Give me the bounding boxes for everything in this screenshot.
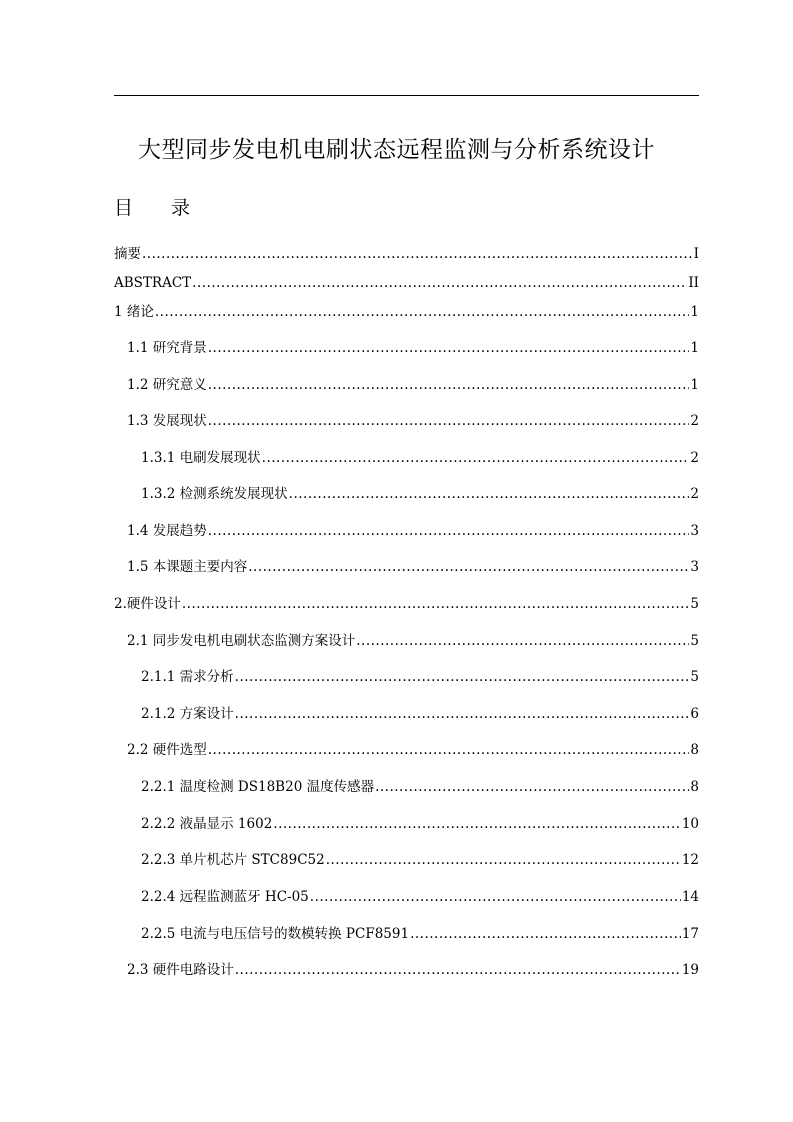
toc-dot-leader [262, 447, 690, 469]
toc-dot-leader [410, 923, 681, 945]
toc-page-number: I [693, 246, 699, 262]
document-title: 大型同步发电机电刷状态远程监测与分析系统设计 [138, 137, 655, 163]
toc-page-number: 2 [690, 486, 699, 502]
toc-dot-leader [208, 739, 690, 761]
toc-entry[interactable] [114, 739, 699, 761]
toc-entry-title: 1.3.1 电刷发展现状 [141, 450, 261, 466]
toc-entry-title: 1.3 发展现状 [127, 413, 207, 429]
toc-entry[interactable] [114, 447, 699, 469]
toc-entry[interactable] [114, 813, 699, 835]
toc-page-number: 5 [690, 669, 699, 685]
toc-entry[interactable] [114, 483, 699, 505]
toc-entry[interactable] [114, 849, 699, 871]
toc-entry[interactable] [114, 301, 699, 323]
toc-entry-title: 2.1.2 方案设计 [141, 706, 234, 722]
toc-entry-title: 2.2.3 单片机芯片 STC89C52 [141, 852, 325, 868]
toc-entry[interactable] [114, 703, 699, 725]
toc-dot-leader [208, 374, 690, 396]
toc-entry-title: 2.1 同步发电机电刷状态监测方案设计 [127, 633, 356, 649]
toc-dot-leader [155, 301, 690, 323]
toc-dot-leader [375, 776, 689, 798]
toc-entry-title: 2.2.1 温度检测 DS18B20 温度传感器 [141, 779, 375, 795]
toc-page-number: 5 [690, 596, 699, 612]
toc-entry-title: 摘要 [114, 246, 141, 262]
toc-page-number: 6 [690, 706, 699, 722]
toc-dot-leader [248, 556, 689, 578]
toc-dot-leader [235, 959, 681, 981]
toc-entry[interactable] [114, 337, 699, 359]
toc-page-number: 3 [690, 559, 699, 575]
toc-entry[interactable] [114, 630, 699, 652]
toc-entry[interactable] [114, 923, 699, 945]
toc-dot-leader [208, 337, 690, 359]
toc-dot-leader [289, 483, 690, 505]
toc-entry[interactable] [114, 556, 699, 578]
toc-dot-leader [182, 593, 690, 615]
toc-entry[interactable] [114, 776, 699, 798]
toc-page-number: 1 [690, 377, 699, 393]
header-rule [114, 95, 699, 96]
toc-dot-leader [142, 243, 693, 265]
toc-entry-title: 2.2.5 电流与电压信号的数模转换 PCF8591 [141, 926, 410, 942]
toc-entry-title: ABSTRACT [114, 275, 192, 291]
toc-entry[interactable] [114, 666, 699, 688]
toc-dot-leader [326, 849, 681, 871]
toc-entry-title: 2.2 硬件选型 [127, 742, 207, 758]
toc-dot-leader [356, 630, 689, 652]
toc-dot-leader [235, 666, 690, 688]
toc-entry-title: 1 绪论 [114, 304, 154, 320]
toc-page-number: 3 [690, 523, 699, 539]
toc-entry-title: 2.1.1 需求分析 [141, 669, 234, 685]
toc-page-number: 10 [681, 816, 699, 832]
toc-dot-leader [273, 813, 681, 835]
toc-page-number: 14 [681, 889, 699, 905]
toc-dot-leader [208, 520, 690, 542]
toc-entry[interactable] [114, 410, 699, 432]
toc-entry[interactable] [114, 243, 699, 265]
toc-page-number: 17 [681, 926, 699, 942]
toc-page-number: 12 [681, 852, 699, 868]
toc-page-number: 1 [690, 340, 699, 356]
toc-page-number: 5 [690, 633, 699, 649]
toc-entry[interactable] [114, 593, 699, 615]
toc-page-number: 8 [690, 779, 699, 795]
toc-dot-leader [208, 410, 690, 432]
toc-page-number: II [688, 275, 699, 291]
toc-entry[interactable] [114, 520, 699, 542]
toc-entry-title: 1.4 发展趋势 [127, 523, 207, 539]
toc-entry[interactable] [114, 374, 699, 396]
toc-entry[interactable] [114, 959, 699, 981]
toc-page-number: 2 [690, 450, 699, 466]
toc-page-number: 2 [690, 413, 699, 429]
toc-page-number: 19 [681, 962, 699, 978]
toc-heading: 目 录 [114, 197, 191, 219]
toc-dot-leader [310, 886, 681, 908]
toc-entry-title: 2.硬件设计 [114, 596, 181, 612]
toc-entry-title: 1.5 本课题主要内容 [127, 559, 248, 575]
toc-page-number: 1 [690, 304, 699, 320]
toc-entry-title: 1.1 研究背景 [127, 340, 207, 356]
toc-entry-title: 2.2.2 液晶显示 1602 [141, 816, 273, 832]
toc-entry-title: 2.2.4 远程监测蓝牙 HC-05 [141, 889, 309, 905]
toc-dot-leader [192, 272, 687, 294]
toc-page-number: 8 [690, 742, 699, 758]
toc-entry-title: 1.2 研究意义 [127, 377, 207, 393]
toc-entry-title: 1.3.2 检测系统发展现状 [141, 486, 288, 502]
toc-entry[interactable] [114, 886, 699, 908]
toc-entry[interactable] [114, 272, 699, 294]
toc-dot-leader [235, 703, 690, 725]
toc-entry-title: 2.3 硬件电路设计 [127, 962, 234, 978]
